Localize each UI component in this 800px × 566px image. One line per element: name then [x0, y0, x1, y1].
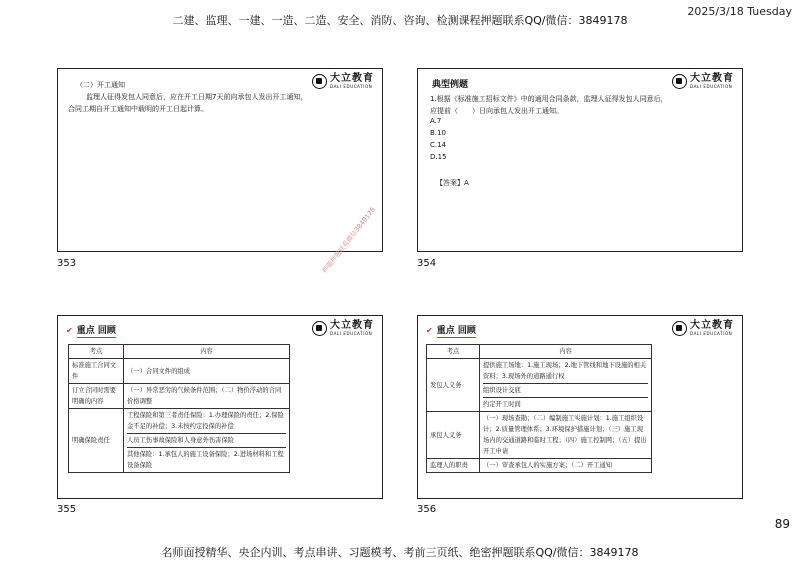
option-b: B.10 [430, 129, 446, 137]
table-row [427, 412, 652, 459]
table-cell: 标准施工合同文件 [69, 359, 124, 384]
date-stamp: 2025/3/18 Tuesday [687, 5, 792, 18]
slide-number: 355 [57, 504, 77, 515]
section-heading: （二）开工通知 [76, 81, 125, 89]
table-cell: 监理人的职责 [427, 459, 480, 473]
option-c: C.14 [430, 141, 447, 149]
table-subcell: 提供施工场地：1.施工现场；2.地下管线和地下设施的相关资料；3.现场外的道路通行权 [483, 359, 648, 384]
logo-name: 大立教育 [330, 320, 374, 331]
table-row [69, 409, 290, 473]
table-cell: （一）异常恶劣的气候条件范围；（二）物价浮动的合同价格调整 [124, 384, 290, 409]
table-subcell: 人员工伤事故保险和人身意外伤害保险 [127, 434, 286, 448]
logo-emblem-icon [312, 321, 327, 336]
table-cell: （一）审查承包人的实施方案；（二）开工通知 [480, 459, 652, 473]
slide-355 [57, 315, 383, 499]
answer-text: 【答案】A [436, 179, 469, 187]
slide-number: 353 [57, 258, 77, 269]
bullet-icon: ✔ [66, 326, 73, 335]
table-subcell: 其他保险：1.承包人的施工设备保险；2.进场材料和工程设备保险 [127, 451, 284, 469]
logo-english: DALI EDUCATION [690, 331, 733, 336]
table-header: 内容 [480, 345, 652, 359]
table-subcell: 约定开工时间 [483, 401, 521, 408]
table-header: 考点 [69, 345, 124, 359]
table-header: 考点 [427, 345, 480, 359]
logo-english: DALI EDUCATION [330, 331, 373, 336]
table-cell [124, 409, 290, 473]
table-row [69, 384, 290, 409]
watermark: 押题押题联系微信3849178 [320, 205, 377, 275]
logo-name: 大立教育 [330, 73, 374, 84]
slide-356 [417, 315, 743, 499]
slide-title: ✔ 重点 回顾 [426, 323, 476, 338]
slide-body-text: 监理人征得发包人同意后，应在开工日期7天前向承包人发出开工通知，合同工期自开工通知中载明的开工日起计算。 [68, 93, 308, 113]
slide-number: 356 [417, 504, 437, 515]
table-row [427, 459, 652, 473]
review-table [68, 344, 290, 473]
table-subcell: 组织设计交底 [483, 384, 648, 398]
slide-title: 典型例题 [432, 80, 469, 90]
logo [672, 321, 734, 336]
bullet-icon: ✔ [426, 326, 433, 335]
slide-354 [417, 68, 743, 252]
question-text: 1.根据《标准施工招标文件》中的通用合同条款，监理人征得发包人同意后，应提前（ ）日向承包人发出开工通知。 [430, 95, 668, 115]
table-row [69, 359, 290, 384]
table-cell [480, 359, 652, 412]
logo-name: 大立教育 [690, 320, 734, 331]
table-cell: 发包人义务 [427, 359, 480, 412]
logo-english: DALI EDUCATION [330, 84, 373, 89]
logo [312, 74, 374, 89]
logo-emblem-icon [312, 74, 327, 89]
logo [312, 321, 374, 336]
logo-emblem-icon [672, 321, 687, 336]
table-cell: （一）合同文件的组成 [124, 359, 290, 384]
logo [672, 74, 734, 89]
page-header: 二建、监理、一建、一造、二造、安全、消防、咨询、检测课程押题联系QQ/微信：3849178 [172, 14, 628, 27]
option-d: D.15 [430, 153, 447, 161]
logo-emblem-icon [672, 74, 687, 89]
review-table [426, 344, 652, 473]
slide-number: 354 [417, 258, 437, 269]
logo-english: DALI EDUCATION [690, 84, 733, 89]
table-cell: 明确保险责任 [69, 409, 124, 473]
table-cell: 承包人义务 [427, 412, 480, 459]
table-header: 内容 [124, 345, 290, 359]
table-cell: （一）现场查勘；（二）编制施工实施计划：1.施工组织设计；2.质量管理体系；3.环境保护措施计划；（三）施工现场内的交通道路和临时工程；（四）施工控制网；（五）提出开工申请 [480, 412, 652, 459]
logo-name: 大立教育 [690, 73, 734, 84]
page-footer: 名师面授精华、央企内训、考点串讲、习题模考、考前三页纸、绝密押题联系QQ/微信：3849178 [161, 546, 639, 559]
table-subcell: 工程保险和第三者责任保险：1.办理保险的责任；2.保险金不足的补偿；3.未按约定投保的补偿 [127, 409, 286, 434]
slide-title: ✔ 重点 回顾 [66, 323, 116, 338]
page-number: 89 [774, 517, 790, 531]
option-a: A.7 [430, 117, 442, 125]
table-row [427, 359, 652, 412]
table-cell: 订立合同时需要明确的内容 [69, 384, 124, 409]
